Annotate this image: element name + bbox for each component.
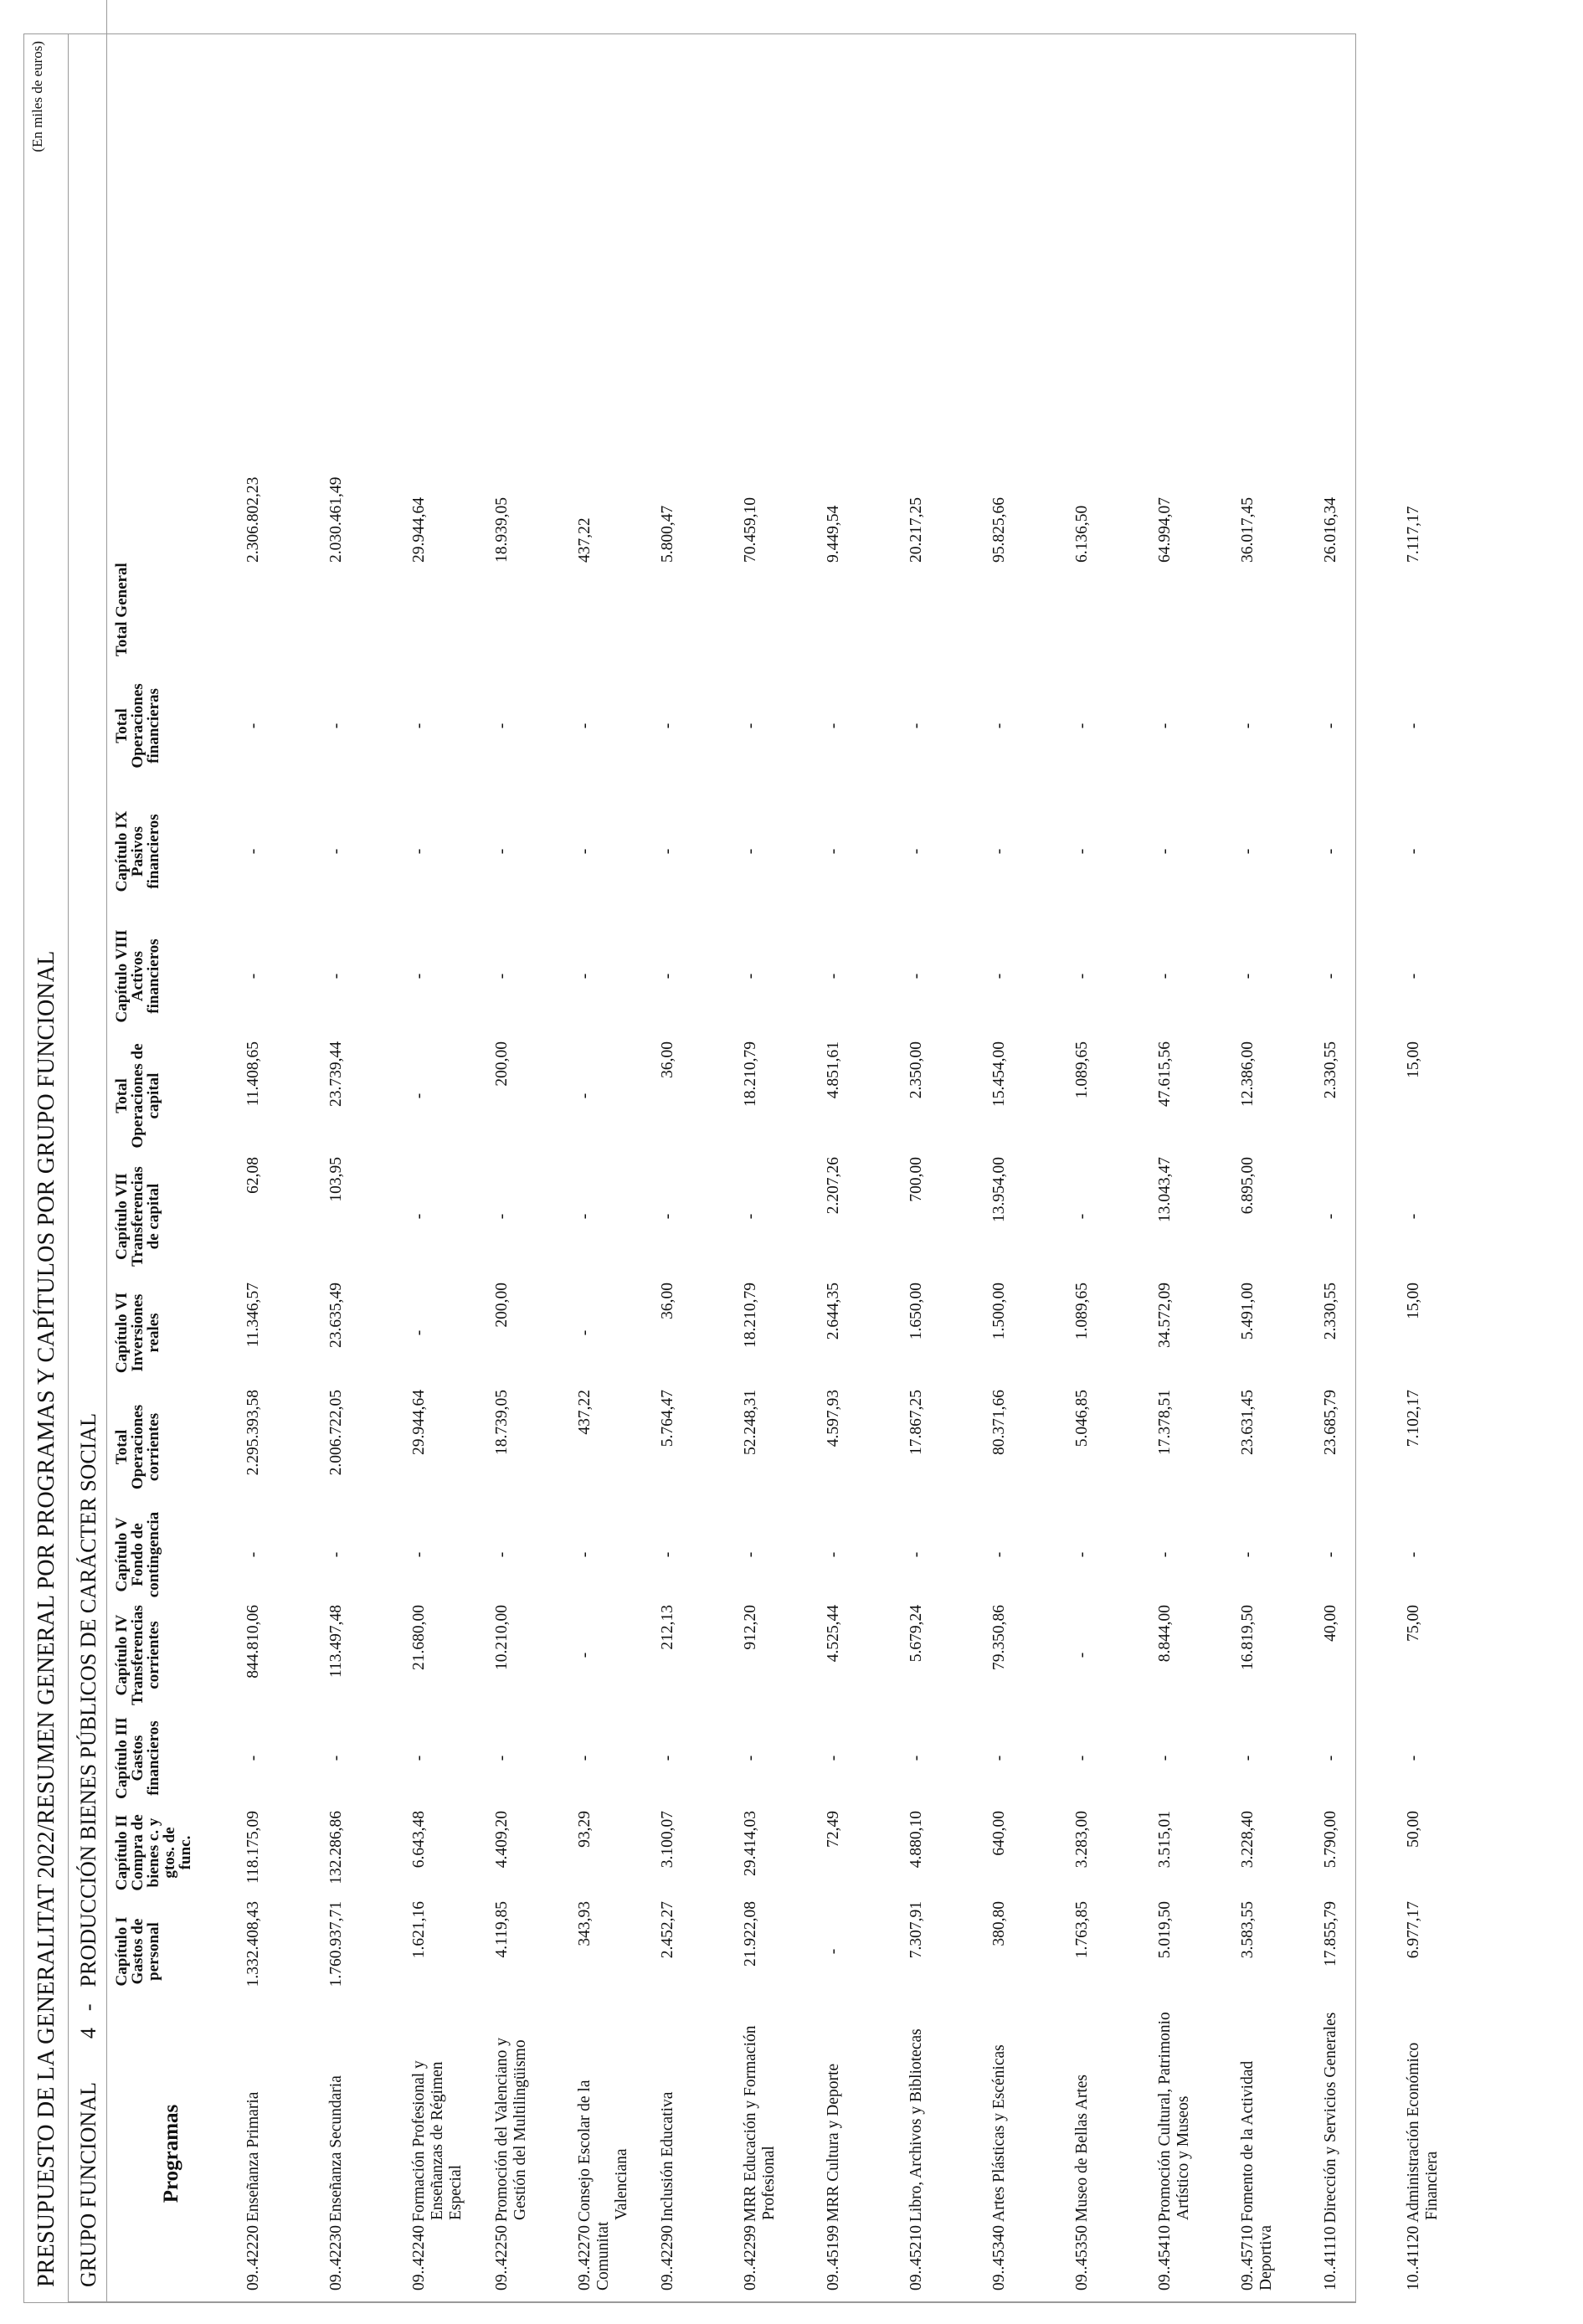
value-cell-c8: - [990, 973, 1008, 979]
value-cell-tg: 29.944,64 [410, 497, 428, 563]
value-cell-c9: - [659, 848, 676, 855]
value-cell-tof: - [990, 722, 1008, 729]
value-cell-tof: - [1073, 722, 1091, 729]
value-cell-c1: 1.763,85 [1073, 1901, 1091, 1959]
table-row [1146, 0, 1229, 2302]
table-row [732, 0, 815, 2302]
col-header-cap1: Capítulo I Gastos de personal [113, 1916, 162, 1987]
value-cell-tof: - [576, 722, 594, 729]
value-cell-c3: - [576, 1755, 594, 1761]
value-cell-c9: - [742, 848, 759, 855]
value-cell-c5: - [493, 1551, 511, 1558]
value-cell-tocap: 15,00 [1405, 1041, 1422, 1078]
value-cell-tocap: - [410, 1093, 428, 1099]
program-name: Libro, Archivos y Bibliotecas [907, 2028, 925, 2222]
value-cell-toc: 4.597,93 [825, 1390, 842, 1447]
program-code: 09..42220 [244, 2225, 262, 2291]
value-cell-tg: 6.136,50 [1073, 505, 1091, 563]
value-cell-tocap: 18.210,79 [742, 1041, 759, 1107]
value-cell-c3: - [1156, 1755, 1174, 1761]
table-row [1063, 0, 1146, 2302]
col-header-total-financieras: Total Operaciones financieras [113, 683, 162, 769]
value-cell-c4: 113.497,48 [327, 1605, 345, 1679]
value-cell-c7: 700,00 [907, 1157, 925, 1202]
program-name: Consejo Escolar de la Comunitat [576, 2080, 612, 2291]
value-cell-c4: - [1073, 1652, 1091, 1658]
value-cell-c5: - [410, 1551, 428, 1558]
value-cell-tg: 64.994,07 [1156, 497, 1174, 563]
value-cell-c6: 18.210,79 [742, 1283, 759, 1348]
value-cell-c6: 15,00 [1405, 1283, 1422, 1319]
value-cell-c3: - [825, 1755, 842, 1761]
table-row [1312, 0, 1395, 2302]
value-cell-c3: - [410, 1755, 428, 1761]
value-cell-tg: 26.016,34 [1322, 497, 1339, 563]
value-cell-c1: 343,93 [576, 1901, 594, 1946]
value-cell-c9: - [1405, 848, 1422, 855]
table-row [483, 0, 566, 2302]
value-cell-tocap: 15.454,00 [990, 1041, 1008, 1107]
value-cell-tof: - [742, 722, 759, 729]
program-code: 09..42250 [493, 2225, 511, 2291]
value-cell-tof: - [1156, 722, 1174, 729]
col-header-cap4: Capítulo IV Transferencias corrientes [113, 1605, 162, 1705]
value-cell-c9: - [1239, 848, 1257, 855]
value-cell-c9: - [990, 848, 1008, 855]
value-cell-c1: 380,80 [990, 1901, 1008, 1946]
value-cell-c2: 3.283,00 [1073, 1811, 1091, 1869]
report-frame [23, 33, 1441, 2303]
table-row [1229, 0, 1312, 2302]
value-cell-c5: - [907, 1551, 925, 1558]
table-row [980, 0, 1063, 2302]
table-row [400, 0, 483, 2302]
value-cell-tof: - [410, 722, 428, 729]
value-cell-tg: 7.117,17 [1405, 506, 1422, 563]
value-cell-c1: 2.452,27 [659, 1901, 676, 1959]
program-name: Enseñanza Primaria [244, 2091, 262, 2222]
program-name: MRR Cultura y Deporte [825, 2063, 842, 2222]
value-cell-tocap: 36,00 [659, 1041, 676, 1078]
value-cell-c9: - [1322, 848, 1339, 855]
program-code: 09..42299 [742, 2225, 759, 2291]
program-name: Dirección y Servicios Generales [1322, 2012, 1339, 2224]
program-cell [234, 2005, 317, 2302]
value-cell-tocap: 2.330,55 [1322, 1041, 1339, 1099]
value-cell-toc: 2.006.722,05 [327, 1390, 345, 1476]
value-cell-c7: - [1322, 1213, 1339, 1220]
value-cell-c6: - [410, 1329, 428, 1336]
value-cell-c1: 5.019,50 [1156, 1901, 1174, 1959]
program-name-continuation: Profesional [760, 2146, 778, 2220]
value-cell-tof: - [907, 722, 925, 729]
col-header-cap5: Capítulo V Fondo de contingencia [113, 1511, 162, 1598]
value-cell-c1: 1.760.937,71 [327, 1901, 345, 1987]
value-cell-tocap: 23.739,44 [327, 1041, 345, 1107]
col-header-cap9: Capítulo IX Pasivos financieros [113, 810, 162, 892]
value-cell-c4: 75,00 [1405, 1605, 1422, 1642]
value-cell-c5: - [990, 1551, 1008, 1558]
value-cell-c5: - [742, 1551, 759, 1558]
value-cell-tocap: 47.615,56 [1156, 1041, 1174, 1107]
program-name: Administración Económico [1405, 2042, 1422, 2223]
value-cell-c4: - [576, 1652, 594, 1658]
value-cell-c3: - [327, 1755, 345, 1761]
col-header-cap6: Capítulo VI Inversiones reales [113, 1292, 162, 1374]
value-cell-c6: 11.346,57 [244, 1283, 262, 1348]
table-row [234, 0, 317, 2302]
value-cell-c4: 16.819,50 [1239, 1605, 1257, 1670]
value-cell-c7: - [1073, 1213, 1091, 1220]
value-cell-c3: - [742, 1755, 759, 1761]
value-cell-c6: 23.635,49 [327, 1283, 345, 1348]
value-cell-c2: 3.515,01 [1156, 1811, 1174, 1869]
value-cell-c5: - [1322, 1551, 1339, 1558]
budget-table [106, 0, 1478, 2302]
program-code: 09..45210 [907, 2225, 925, 2291]
value-cell-tocap: 2.350,00 [907, 1041, 925, 1099]
program-cell [732, 2005, 815, 2302]
program-cell [483, 2005, 566, 2302]
value-cell-c4: 5.679,24 [907, 1605, 925, 1663]
table-row [1395, 0, 1478, 2302]
value-cell-c6: - [576, 1329, 594, 1336]
program-name: Promoción Cultural, Patrimonio [1156, 2012, 1174, 2222]
value-cell-tg: 437,22 [576, 517, 594, 563]
value-cell-c1: 7.307,91 [907, 1901, 925, 1959]
value-cell-c9: - [244, 848, 262, 855]
value-cell-tocap: - [576, 1093, 594, 1099]
program-code: 09..42230 [327, 2225, 345, 2291]
value-cell-c7: - [742, 1213, 759, 1220]
value-cell-tg: 2.030.461,49 [327, 476, 345, 563]
program-name: Museo de Bellas Artes [1073, 2074, 1091, 2222]
value-cell-c9: - [327, 848, 345, 855]
value-cell-tg: 95.825,66 [990, 497, 1008, 563]
value-cell-c1: 21.922,08 [742, 1901, 759, 1967]
units-note: (En miles de euros) [29, 41, 45, 152]
value-cell-c8: - [1322, 973, 1339, 979]
table-row [566, 0, 649, 2302]
table-row [897, 0, 980, 2302]
value-cell-c7: 13.954,00 [990, 1157, 1008, 1222]
value-cell-c2: 640,00 [990, 1811, 1008, 1856]
value-cell-c1: 1.621,16 [410, 1901, 428, 1959]
table-row [317, 0, 400, 2302]
value-cell-c8: - [576, 973, 594, 979]
value-cell-tocap: 200,00 [493, 1041, 511, 1087]
program-code: 10..41110 [1322, 2226, 1339, 2291]
value-cell-toc: 437,22 [576, 1390, 594, 1435]
report-title: PRESUPUESTO DE LA GENERALITAT 2022/RESUMEN GENERAL POR PROGRAMAS Y CAPÍTULOS POR GRUPO FUNCIONAL [33, 950, 59, 2287]
value-cell-c8: - [1073, 973, 1091, 979]
value-cell-tocap: 11.408,65 [244, 1041, 262, 1107]
value-cell-c5: - [1073, 1551, 1091, 1558]
value-cell-c4: 79.350,86 [990, 1605, 1008, 1670]
program-name-continuation: Gestión del Multilingüismo [511, 2039, 529, 2220]
value-cell-c2: 50,00 [1405, 1811, 1422, 1848]
value-cell-c3: - [907, 1755, 925, 1761]
program-code: 10..41120 [1405, 2225, 1422, 2291]
table-row [815, 0, 897, 2302]
group-dash: - [76, 2003, 100, 2012]
value-cell-c6: 5.491,00 [1239, 1283, 1257, 1340]
program-cell [980, 2005, 1063, 2302]
value-cell-tocap: 1.089,65 [1073, 1041, 1091, 1099]
value-cell-c2: 6.643,48 [410, 1811, 428, 1869]
value-cell-c3: - [990, 1755, 1008, 1761]
value-cell-c7: 6.895,00 [1239, 1157, 1257, 1215]
value-cell-c9: - [1073, 848, 1091, 855]
value-cell-tof: - [1405, 722, 1422, 729]
value-cell-c9: - [907, 848, 925, 855]
group-number: 4 [76, 2028, 100, 2039]
program-name: Formación Profesional y [410, 2060, 428, 2222]
value-cell-c3: - [1322, 1755, 1339, 1761]
header-row [107, 0, 235, 2302]
value-cell-c6: 1.500,00 [990, 1283, 1008, 1340]
value-cell-c5: - [576, 1551, 594, 1558]
value-cell-c9: - [1156, 848, 1174, 855]
value-cell-c2: 4.409,20 [493, 1811, 511, 1869]
value-cell-c1: 6.977,17 [1405, 1901, 1422, 1959]
value-cell-c4: 10.210,00 [493, 1605, 511, 1670]
value-cell-c4: 912,20 [742, 1605, 759, 1650]
value-cell-c3: - [1239, 1755, 1257, 1761]
group-label: GRUPO FUNCIONAL [76, 2082, 100, 2287]
value-cell-toc: 18.739,05 [493, 1390, 511, 1455]
value-cell-toc: 80.371,66 [990, 1390, 1008, 1455]
value-cell-c1: 1.332.408,43 [244, 1901, 262, 1987]
value-cell-toc: 29.944,64 [410, 1390, 428, 1455]
value-cell-tof: - [1322, 722, 1339, 729]
value-cell-c5: - [1156, 1551, 1174, 1558]
value-cell-c8: - [1239, 973, 1257, 979]
program-code: 09..45350 [1073, 2225, 1091, 2291]
value-cell-c2: 118.175,09 [244, 1811, 262, 1884]
value-cell-c2: 5.790,00 [1322, 1811, 1339, 1869]
value-cell-c4: 212,13 [659, 1605, 676, 1650]
value-cell-c4: 844.810,06 [244, 1605, 262, 1679]
program-cell [1146, 2005, 1229, 2302]
value-cell-c3: - [1405, 1755, 1422, 1761]
value-cell-c4: 40,00 [1322, 1605, 1339, 1642]
value-cell-c7: - [410, 1213, 428, 1220]
program-code: 09..42240 [410, 2225, 428, 2291]
value-cell-tof: - [1239, 722, 1257, 729]
value-cell-c6: 1.089,65 [1073, 1283, 1091, 1340]
program-name-continuation: Financiera [1423, 2151, 1441, 2220]
value-cell-c5: - [1405, 1551, 1422, 1558]
value-cell-c1: 17.855,79 [1322, 1901, 1339, 1967]
value-cell-c6: 2.330,55 [1322, 1283, 1339, 1340]
value-cell-c7: 103,95 [327, 1157, 345, 1202]
value-cell-c3: - [659, 1755, 676, 1761]
value-cell-c7: - [493, 1213, 511, 1220]
value-cell-c2: 72,49 [825, 1811, 842, 1848]
value-cell-toc: 7.102,17 [1405, 1390, 1422, 1447]
program-cell [1312, 2005, 1395, 2302]
functional-group-line [69, 1413, 107, 2287]
group-name: PRODUCCIÓN BIENES PÚBLICOS DE CARÁCTER SOCIAL [76, 1413, 100, 1987]
program-name-continuation: Valenciana [613, 2148, 630, 2220]
program-cell [1229, 2005, 1312, 2302]
program-name: Fomento de la Actividad Deportiva [1239, 2060, 1275, 2291]
value-cell-tocap: 4.851,61 [825, 1041, 842, 1099]
col-header-cap3: Capítulo III Gastos financieros [113, 1717, 162, 1799]
value-cell-c1: 3.583,55 [1239, 1901, 1257, 1959]
value-cell-tg: 20.217,25 [907, 497, 925, 563]
value-cell-c6: 2.644,35 [825, 1283, 842, 1340]
value-cell-c5: - [659, 1551, 676, 1558]
value-cell-c5: - [1239, 1551, 1257, 1558]
program-cell [1063, 2005, 1146, 2302]
program-cell [897, 2005, 980, 2302]
program-code: 09..45410 [1156, 2225, 1174, 2291]
program-name: Inclusión Educativa [659, 2091, 676, 2222]
col-header-total-corrientes: Total Operaciones corrientes [113, 1404, 162, 1490]
value-cell-toc: 5.046,85 [1073, 1390, 1091, 1447]
value-cell-c4: 4.525,44 [825, 1605, 842, 1663]
col-header-cap8: Capítulo VIII Activos financieros [113, 929, 162, 1023]
value-cell-c4: 8.844,00 [1156, 1605, 1174, 1663]
value-cell-c8: - [327, 973, 345, 979]
col-header-cap7: Capítulo VII Transferencias de capital [113, 1166, 162, 1267]
value-cell-c6: 34.572,09 [1156, 1283, 1174, 1348]
value-cell-c2: 4.880,10 [907, 1811, 925, 1869]
value-cell-c7: 13.043,47 [1156, 1157, 1174, 1222]
col-header-total-capital: Total Operaciones de capital [113, 1043, 162, 1149]
value-cell-c9: - [493, 848, 511, 855]
value-cell-tof: - [244, 722, 262, 729]
value-cell-c8: - [742, 973, 759, 979]
program-cell [566, 2005, 649, 2302]
value-cell-c6: 36,00 [659, 1283, 676, 1319]
col-header-cap2: Capítulo II Compra de bienes c. y gtos. de func. [113, 1814, 194, 1891]
value-cell-c7: 62,08 [244, 1157, 262, 1194]
program-code: 09..45710 [1239, 2225, 1257, 2291]
value-cell-c6: 200,00 [493, 1283, 511, 1328]
value-cell-c5: - [327, 1551, 345, 1558]
value-cell-c1: 4.119,85 [493, 1901, 511, 1958]
value-cell-toc: 23.685,79 [1322, 1390, 1339, 1455]
value-cell-c8: - [493, 973, 511, 979]
value-cell-c5: - [825, 1551, 842, 1558]
value-cell-c8: - [907, 973, 925, 979]
program-cell [1395, 2005, 1478, 2302]
value-cell-tocap: 12.386,00 [1239, 1041, 1257, 1107]
value-cell-toc: 2.295.393,58 [244, 1390, 262, 1476]
value-cell-toc: 17.378,51 [1156, 1390, 1174, 1455]
program-name: Enseñanza Secundaria [327, 2075, 345, 2222]
program-cell [317, 2005, 400, 2302]
value-cell-c7: - [1405, 1213, 1422, 1220]
value-cell-c8: - [825, 973, 842, 979]
value-cell-c2: 29.414,03 [742, 1811, 759, 1876]
value-cell-tg: 2.306.802,23 [244, 476, 262, 563]
value-cell-c8: - [659, 973, 676, 979]
value-cell-c9: - [576, 848, 594, 855]
value-cell-c8: - [1156, 973, 1174, 979]
program-cell [400, 2005, 483, 2302]
value-cell-c7: - [659, 1213, 676, 1220]
program-name: Artes Plásticas y Escénicas [990, 2044, 1008, 2222]
program-code: 09..45199 [825, 2225, 842, 2291]
program-code: 09..42290 [659, 2225, 676, 2291]
value-cell-c3: - [493, 1755, 511, 1761]
program-code: 09..45340 [990, 2225, 1008, 2291]
value-cell-c1: - [825, 1948, 842, 1955]
value-cell-c2: 93,29 [576, 1811, 594, 1848]
value-cell-tg: 18.939,05 [493, 497, 511, 563]
value-cell-c9: - [825, 848, 842, 855]
program-name-continuation: Artístico y Museos [1174, 2095, 1192, 2220]
value-cell-toc: 23.631,45 [1239, 1390, 1257, 1455]
col-header-total-general: Total General [113, 563, 131, 656]
value-cell-toc: 5.764,47 [659, 1390, 676, 1447]
value-cell-c7: 2.207,26 [825, 1157, 842, 1215]
value-cell-c6: 1.650,00 [907, 1283, 925, 1340]
value-cell-tg: 36.017,45 [1239, 497, 1257, 563]
value-cell-c8: - [1405, 973, 1422, 979]
value-cell-tg: 9.449,54 [825, 505, 842, 563]
program-name: Promoción del Valenciano y [493, 2037, 511, 2222]
value-cell-c3: - [1073, 1755, 1091, 1761]
program-cell [815, 2005, 897, 2302]
program-name-continuation: Enseñanzas de Régimen Especial [429, 2061, 465, 2220]
value-cell-c8: - [244, 973, 262, 979]
col-header-programas: Programas [159, 2104, 182, 2203]
value-cell-c2: 3.100,07 [659, 1811, 676, 1869]
program-code: 09..42270 [576, 2225, 594, 2291]
value-cell-c7: - [576, 1213, 594, 1220]
value-cell-tg: 5.800,47 [659, 505, 676, 563]
table-row [649, 0, 732, 2302]
value-cell-c8: - [410, 973, 428, 979]
value-cell-tof: - [493, 722, 511, 729]
program-cell [649, 2005, 732, 2302]
value-cell-tof: - [659, 722, 676, 729]
value-cell-c3: - [244, 1755, 262, 1761]
value-cell-tof: - [825, 722, 842, 729]
value-cell-c9: - [410, 848, 428, 855]
value-cell-c5: - [244, 1551, 262, 1558]
value-cell-c2: 3.228,40 [1239, 1811, 1257, 1869]
value-cell-toc: 52.248,31 [742, 1390, 759, 1455]
value-cell-toc: 17.867,25 [907, 1390, 925, 1455]
value-cell-tof: - [327, 722, 345, 729]
value-cell-tg: 70.459,10 [742, 497, 759, 563]
value-cell-c4: 21.680,00 [410, 1605, 428, 1670]
program-name: MRR Educación y Formación [742, 2025, 759, 2222]
value-cell-c2: 132.286,86 [327, 1811, 345, 1884]
